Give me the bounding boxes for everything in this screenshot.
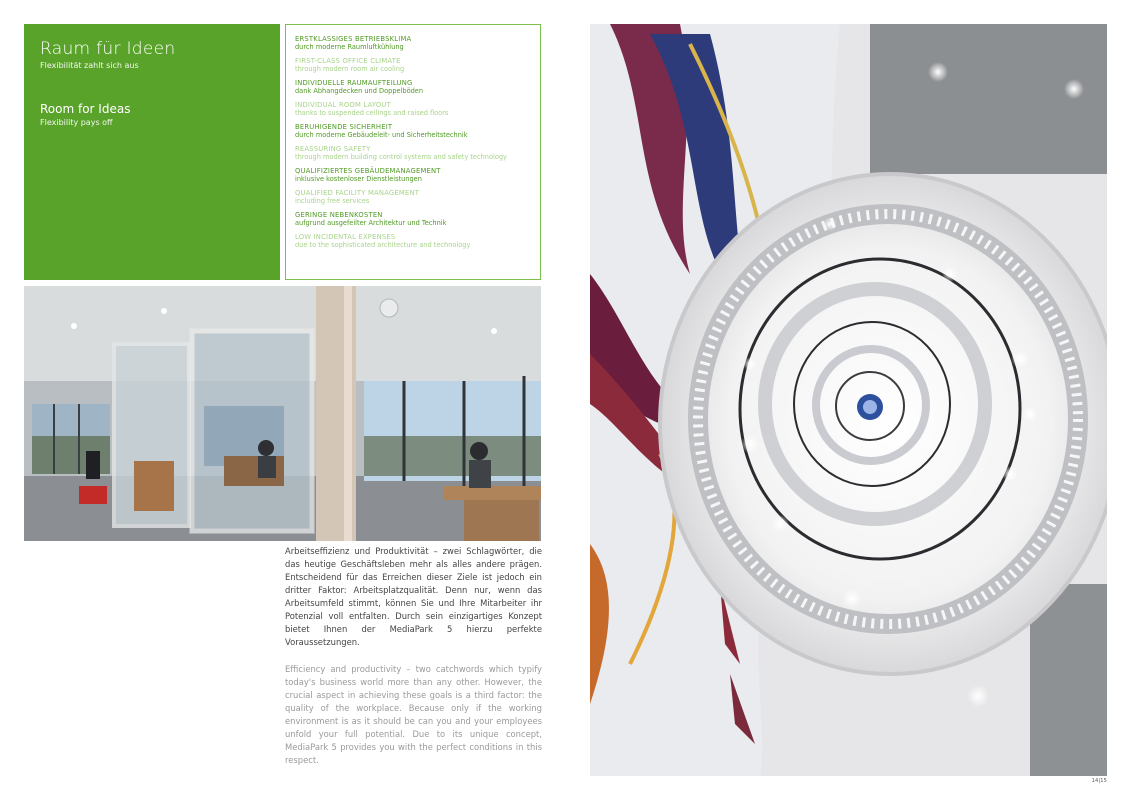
body-paragraph-german: Arbeitseffizienz und Produktivität – zwei Schlagwörter, die das heutige Geschäftsleben mehr als alles andere prägen. Entscheidend für das Erreichen dieser Ziele ist jedoch ein dritter Faktor: Arbeitsplatzqualität. Denn nur, wenn das Arbeitsumfeld stimmt, können Sie und Ihre Mitarbeiter ihr Potenzial voll entfalten. Durch sein einzigartiges Konzept bietet Ihnen der MediaPark 5 hierzu perfekte Voraussetzungen. — [285, 546, 542, 647]
feature-detail: due to the sophisticated architecture and technology — [295, 241, 471, 249]
page-number: 14|15 — [1091, 778, 1107, 784]
feature-item — [295, 57, 531, 73]
feature-heading: ERSTKLASSIGES BETRIEBSKLIMA — [295, 35, 412, 43]
feature-item — [295, 167, 531, 183]
feature-detail: through modern building control systems and safety technology — [295, 153, 507, 161]
feature-detail: durch moderne Gebäudeleit- und Sicherheitstechnik — [295, 131, 468, 139]
title-english: Room for Ideas — [40, 102, 131, 116]
feature-item — [295, 35, 531, 51]
feature-heading: REASSURING SAFETY — [295, 145, 371, 153]
feature-heading: LOW INCIDENTAL EXPENSES — [295, 233, 396, 241]
features-list — [285, 24, 541, 280]
feature-heading: BERUHIGENDE SICHERHEIT — [295, 123, 393, 131]
staircase-illustration — [590, 24, 1107, 776]
feature-item — [295, 189, 531, 205]
feature-detail: thanks to suspended ceilings and raised floors — [295, 109, 449, 117]
feature-detail: dank Abhangdecken und Doppelböden — [295, 87, 424, 95]
feature-heading: INDIVIDUAL ROOM LAYOUT — [295, 101, 391, 109]
feature-detail: inklusive kostenloser Dienstleistungen — [295, 175, 422, 183]
feature-item — [295, 233, 531, 249]
feature-detail: durch moderne Raumluftkühlung — [295, 43, 404, 51]
subtitle-german: Flexibilität zahlt sich aus — [40, 61, 139, 70]
feature-heading: FIRST-CLASS OFFICE CLIMATE — [295, 57, 401, 65]
feature-heading: QUALIFIED FACILITY MANAGEMENT — [295, 189, 420, 197]
feature-heading: INDIVIDUELLE RAUMAUFTEILUNG — [295, 79, 413, 87]
feature-detail: including free services — [295, 197, 370, 205]
feature-item — [295, 79, 531, 95]
staircase-photo — [590, 24, 1107, 776]
feature-heading: GERINGE NEBENKOSTEN — [295, 211, 383, 219]
feature-item — [295, 211, 531, 227]
feature-item — [295, 145, 531, 161]
feature-item — [295, 123, 531, 139]
feature-detail: aufgrund ausgefeilter Architektur und Technik — [295, 219, 447, 227]
feature-detail: through modern room air cooling — [295, 65, 405, 73]
office-illustration — [24, 286, 541, 541]
office-photo — [24, 286, 541, 541]
title-block — [24, 24, 280, 280]
feature-item — [295, 101, 531, 117]
title-german: Raum für Ideen — [40, 39, 176, 59]
feature-heading: QUALIFIZIERTES GEBÄUDEMANAGEMENT — [295, 167, 441, 175]
body-text — [285, 545, 542, 767]
subtitle-english: Flexibility pays off — [40, 118, 113, 127]
body-paragraph-english: Efficiency and productivity – two catchwords which typify today's business world more than any other. However, the crucial aspect in achieving these goals is a third factor: the quality of the workplace. Because only if the working environment is as it should be can you and your employees unfold your full potential. Due to its unique concept, MediaPark 5 provides you with the perfect conditions in this respect. — [285, 664, 542, 765]
